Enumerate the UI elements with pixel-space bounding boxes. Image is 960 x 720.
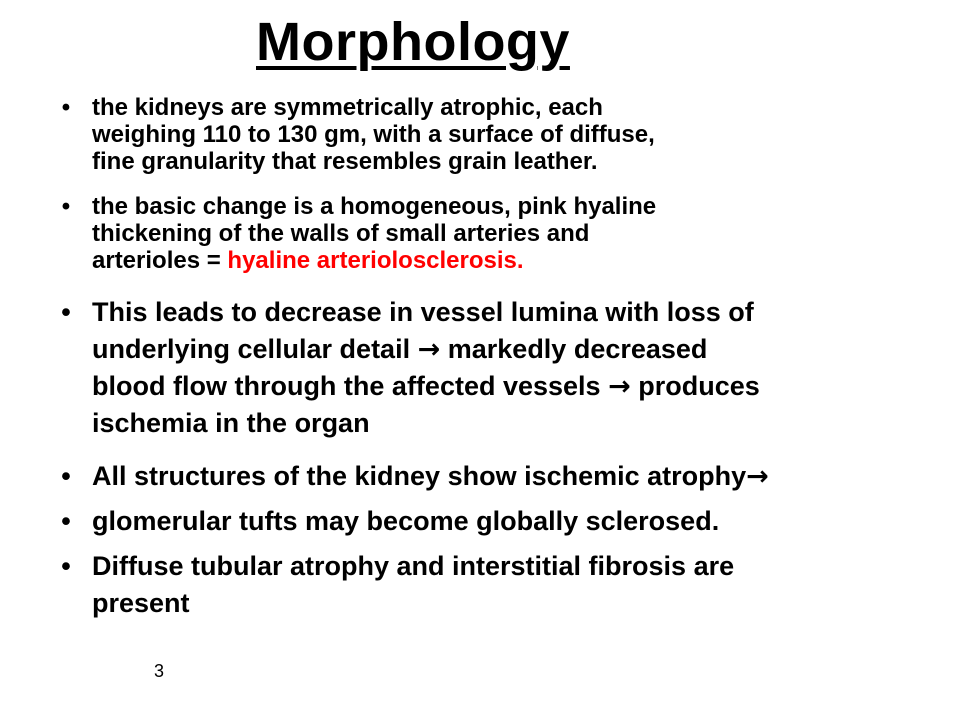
bullet-line: produces <box>638 371 760 401</box>
bullet-icon: • <box>61 461 71 491</box>
bullet-line: weighing 110 to 130 gm, with a surface of diffuse, <box>92 121 655 148</box>
bullet-line: thickening of the walls of small arteries and <box>92 220 590 247</box>
bullet-line: Diffuse tubular atrophy and interstitial fibrosis are <box>92 551 735 581</box>
bullet-line: the kidneys are symmetrically atrophic, each <box>92 94 603 121</box>
bullet-line: This leads to decrease in vessel lumina with loss of <box>92 297 754 327</box>
bullet-line: arterioles = <box>92 247 228 274</box>
bullet-item-ischemic-atrophy <box>56 458 896 495</box>
slide-title: Morphology <box>256 12 570 72</box>
bullet-icon: • <box>61 506 71 536</box>
bullet-text <box>92 458 896 495</box>
bullet-text <box>92 193 896 274</box>
bullet-item-tubular-atrophy <box>56 548 896 622</box>
bullet-text <box>92 94 896 175</box>
bullet-line: fine granularity that resembles grain leather. <box>92 148 598 175</box>
bullet-line: underlying cellular detail <box>92 334 411 364</box>
arrow-right-icon: → <box>608 371 631 402</box>
bullet-line: present <box>92 588 190 618</box>
bullet-line: blood flow through the affected vessels <box>92 371 601 401</box>
bullet-text <box>92 294 896 442</box>
page-number: 3 <box>154 661 165 681</box>
bullet-line: glomerular tufts may become globally sclerosed. <box>92 506 720 536</box>
bullet-icon: • <box>61 551 71 581</box>
arrow-right-icon: → <box>417 334 441 365</box>
arrow-right-icon: → <box>746 461 769 492</box>
bullet-line: markedly decreased <box>447 334 708 364</box>
bullet-text <box>92 503 896 540</box>
highlight-term: hyaline arteriolosclerosis. <box>227 247 524 274</box>
bullet-item-kidney-size <box>56 94 896 175</box>
bullet-icon: • <box>61 94 71 121</box>
bullet-text <box>92 548 896 622</box>
bullet-item-vessel-lumina <box>56 294 896 444</box>
bullet-icon: • <box>61 193 71 220</box>
bullet-line: All structures of the kidney show ischemic atrophy <box>92 461 747 491</box>
bullet-line: the basic change is a homogeneous, pink hyaline <box>92 193 657 220</box>
bullet-item-hyaline-change <box>56 193 896 274</box>
bullet-icon: • <box>61 297 71 327</box>
bullet-line: ischemia in the organ <box>92 408 370 438</box>
bullet-item-glomerular-tufts <box>56 503 896 540</box>
